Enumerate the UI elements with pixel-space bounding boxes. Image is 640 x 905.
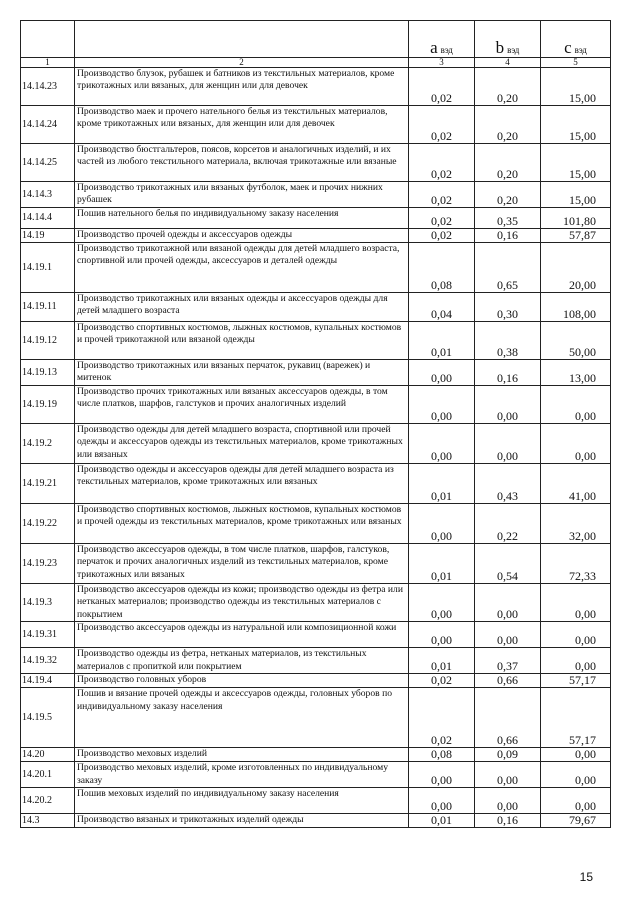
row-code: 14.14.24 [21,106,75,144]
row-code: 14.14.3 [21,182,75,208]
row-value-a: 0,00 [409,360,475,386]
row-value-b: 0,54 [475,544,541,584]
row-value-b: 0,00 [475,424,541,464]
row-code: 14.19.4 [21,674,75,688]
table-row [21,674,611,688]
row-code: 14.19.2 [21,424,75,464]
row-name: Производство бюстгальтеров, поясов, корсетов и аналогичных изделий, и их частей из любого текстильного материала, включая трикотажные или вязаные [75,144,409,182]
table-row [21,360,611,386]
row-value-c: 57,17 [541,688,611,748]
row-name: Производство блузок, рубашек и батников из текстильных материалов, кроме трикотажных или вязаных, для женщин или для девочек [75,68,409,106]
row-name: Производство спортивных костюмов, лыжных костюмов, купальных костюмов и прочей одежды из текстильных материалов, кроме трикотажных или вязаных [75,504,409,544]
row-value-c: 15,00 [541,106,611,144]
header-row [21,21,611,58]
table-row [21,182,611,208]
row-value-b: 0,20 [475,144,541,182]
row-value-a: 0,00 [409,788,475,814]
row-value-a: 0,02 [409,229,475,243]
row-value-a: 0,01 [409,814,475,828]
row-value-c: 50,00 [541,322,611,360]
row-code: 14.19.19 [21,386,75,424]
row-name: Производство одежды для детей младшего возраста, спортивной или прочей одежды и аксессуаров одежды из текстильных материалов, кроме трикотажных или вязаных [75,424,409,464]
column-index: 1 [21,58,75,68]
table-row [21,788,611,814]
row-value-b: 0,16 [475,814,541,828]
row-name: Производство вязаных и трикотажных изделий одежды [75,814,409,828]
header-sub-c: вэд [574,45,587,55]
row-value-b: 0,20 [475,68,541,106]
row-value-c: 79,67 [541,814,611,828]
row-value-a: 0,01 [409,544,475,584]
row-value-a: 0,00 [409,504,475,544]
table-row [21,243,611,293]
row-value-b: 0,09 [475,748,541,762]
row-value-b: 0,16 [475,229,541,243]
row-value-c: 0,00 [541,424,611,464]
row-code: 14.19.32 [21,648,75,674]
row-value-a: 0,02 [409,144,475,182]
row-value-c: 13,00 [541,360,611,386]
row-value-b: 0,43 [475,464,541,504]
table-row [21,464,611,504]
row-value-c: 57,17 [541,674,611,688]
row-value-b: 0,00 [475,622,541,648]
header-cell-a [409,21,475,58]
row-value-b: 0,00 [475,762,541,788]
row-value-b: 0,66 [475,688,541,748]
row-code: 14.19.12 [21,322,75,360]
row-value-a: 0,00 [409,584,475,622]
row-code: 14.19.11 [21,293,75,322]
row-code: 14.20.2 [21,788,75,814]
row-value-c: 57,87 [541,229,611,243]
row-value-b: 0,35 [475,208,541,229]
row-value-a: 0,00 [409,386,475,424]
row-code: 14.19.5 [21,688,75,748]
row-value-c: 0,00 [541,386,611,424]
row-code: 14.19.13 [21,360,75,386]
row-value-c: 0,00 [541,788,611,814]
row-value-a: 0,02 [409,68,475,106]
row-value-b: 0,00 [475,788,541,814]
row-code: 14.19.1 [21,243,75,293]
row-value-b: 0,38 [475,322,541,360]
row-value-c: 15,00 [541,182,611,208]
table-row [21,814,611,828]
row-value-b: 0,16 [475,360,541,386]
row-value-c: 0,00 [541,762,611,788]
row-name: Производство прочей одежды и аксессуаров одежды [75,229,409,243]
table-row [21,208,611,229]
row-value-c: 0,00 [541,748,611,762]
row-value-c: 0,00 [541,648,611,674]
row-value-a: 0,00 [409,424,475,464]
row-name: Производство одежды и аксессуаров одежды для детей младшего возраста из текстильных материалов, кроме трикотажных или вязаных [75,464,409,504]
row-value-c: 41,00 [541,464,611,504]
row-name: Производство меховых изделий, кроме изготовленных по индивидуальному заказу [75,762,409,788]
row-name: Производство трикотажных или вязаных одежды и аксессуаров одежды для детей младшего возраста [75,293,409,322]
table-row [21,688,611,748]
row-value-b: 0,30 [475,293,541,322]
header-sub-a: вэд [440,45,453,55]
row-value-a: 0,02 [409,208,475,229]
row-name: Пошив нательного белья по индивидуальному заказу населения [75,208,409,229]
row-name: Производство трикотажной или вязаной одежды для детей младшего возраста, спортивной или прочей одежды, аксессуаров и деталей одежды [75,243,409,293]
table-row [21,748,611,762]
row-name: Производство аксессуаров одежды из натуральной или композиционной кожи [75,622,409,648]
row-value-a: 0,01 [409,648,475,674]
row-code: 14.19.3 [21,584,75,622]
row-code: 14.19.21 [21,464,75,504]
row-value-b: 0,22 [475,504,541,544]
table-row [21,648,611,674]
table-row [21,622,611,648]
row-value-b: 0,20 [475,182,541,208]
row-value-a: 0,00 [409,622,475,648]
row-code: 14.19.23 [21,544,75,584]
row-value-c: 20,00 [541,243,611,293]
row-code: 14.19.22 [21,504,75,544]
row-value-c: 15,00 [541,144,611,182]
row-code: 14.20.1 [21,762,75,788]
table-row [21,322,611,360]
row-name: Производство аксессуаров одежды, в том числе платков, шарфов, галстуков, перчаток и прочих аналогичных изделий из текстильных материалов, кроме трикотажных или вязаных [75,544,409,584]
header-sub-b: вэд [507,45,520,55]
row-name: Пошив меховых изделий по индивидуальному заказу населения [75,788,409,814]
row-value-a: 0,01 [409,464,475,504]
row-name: Производство аксессуаров одежды из кожи; производство одежды из фетра или нетканых материалов; производство одежды из текстильных материалов с покрытием [75,584,409,622]
page-number: 15 [579,870,593,884]
row-value-c: 32,00 [541,504,611,544]
row-name: Производство меховых изделий [75,748,409,762]
row-value-c: 72,33 [541,544,611,584]
row-value-a: 0,02 [409,182,475,208]
row-name: Пошив и вязание прочей одежды и аксессуаров одежды, головных уборов по индивидуальному заказу населения [75,688,409,748]
column-index: 3 [409,58,475,68]
table-row [21,424,611,464]
row-value-c: 0,00 [541,622,611,648]
column-index-row [21,58,611,68]
row-name: Производство трикотажных или вязаных перчаток, рукавиц (варежек) и митенок [75,360,409,386]
coefficients-table [20,20,611,828]
header-cell-b [475,21,541,58]
row-code: 14.14.4 [21,208,75,229]
header-letter-b: b [495,38,505,57]
row-code: 14.19.31 [21,622,75,648]
table-row [21,68,611,106]
row-value-c: 108,00 [541,293,611,322]
table-body [21,21,611,828]
row-value-c: 15,00 [541,68,611,106]
row-value-a: 0,04 [409,293,475,322]
row-code: 14.14.25 [21,144,75,182]
row-name: Производство трикотажных или вязаных футболок, маек и прочих нижних рубашек [75,182,409,208]
row-code: 14.19 [21,229,75,243]
row-value-a: 0,00 [409,762,475,788]
header-cell-code [21,21,75,58]
row-value-a: 0,01 [409,322,475,360]
row-value-b: 0,65 [475,243,541,293]
row-value-b: 0,20 [475,106,541,144]
row-code: 14.3 [21,814,75,828]
table-row [21,144,611,182]
table-row [21,762,611,788]
column-index: 5 [541,58,611,68]
table-row [21,106,611,144]
header-cell-name [75,21,409,58]
table-row [21,293,611,322]
column-index: 2 [75,58,409,68]
row-value-b: 0,37 [475,648,541,674]
row-name: Производство головных уборов [75,674,409,688]
row-value-b: 0,66 [475,674,541,688]
row-value-a: 0,02 [409,106,475,144]
row-value-a: 0,08 [409,243,475,293]
row-name: Производство прочих трикотажных или вязаных аксессуаров одежды, в том числе платков, шарфов, галстуков и прочих аналогичных изделий [75,386,409,424]
row-value-c: 101,80 [541,208,611,229]
row-name: Производство спортивных костюмов, лыжных костюмов, купальных костюмов и прочей трикотажной или вязаной одежды [75,322,409,360]
row-name: Производство маек и прочего нательного белья из текстильных материалов, кроме трикотажных или вязаных, для женщин или для девочек [75,106,409,144]
row-name: Производство одежды из фетра, нетканых материалов, из текстильных материалов с пропиткой или покрытием [75,648,409,674]
table-row [21,544,611,584]
row-value-a: 0,02 [409,674,475,688]
column-index: 4 [475,58,541,68]
row-code: 14.20 [21,748,75,762]
row-value-c: 0,00 [541,584,611,622]
table-row [21,229,611,243]
header-cell-c [541,21,611,58]
table-row [21,504,611,544]
header-letter-a: a [430,38,438,57]
header-letter-c: c [564,38,572,57]
row-value-b: 0,00 [475,584,541,622]
row-code: 14.14.23 [21,68,75,106]
row-value-b: 0,00 [475,386,541,424]
table-row [21,386,611,424]
row-value-a: 0,08 [409,748,475,762]
row-value-a: 0,02 [409,688,475,748]
table-row [21,584,611,622]
